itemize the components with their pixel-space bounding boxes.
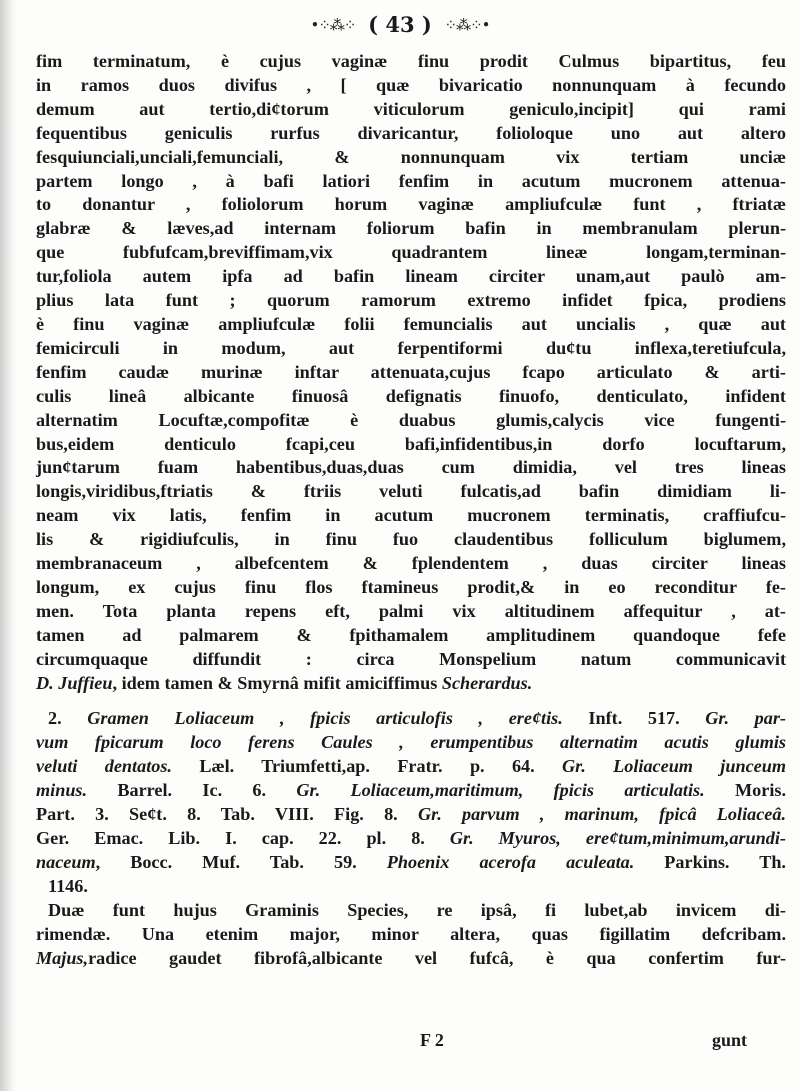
synonymy-line-2: vum fpicarum loco ferens Caules , erumpentibus alternatim acutis glumis <box>36 732 786 753</box>
author-name-2: Scherardus. <box>441 672 533 693</box>
left-ornament-icon: •⁘⁂⁘ <box>310 16 356 34</box>
text-line: alternatim Locuftæ,compofitæ è duabus glumis,calycis vice fungenti- <box>36 409 786 430</box>
paragraph-3 <box>36 899 786 947</box>
text-line: men. Tota planta repens eft, palmi vix altitudinem affequitur , at- <box>36 600 786 621</box>
text-line: longum, ex cujus finu flos ftamineus prodit,& in eo reconditur fe- <box>36 576 786 597</box>
author-name: D. Juffieu <box>36 672 113 693</box>
page-footer <box>0 1030 800 1054</box>
text-line: que fubfufcam,breviffimam,vix quadrantem lineæ longam,terminan- <box>36 242 786 263</box>
paragraph-2-synonymy <box>36 707 786 898</box>
synonymy-line-8: 1146. <box>48 875 88 896</box>
species-number: 2. <box>48 708 62 729</box>
text-line: glabræ & læves,ad internam foliorum bafin in membranulam plerun- <box>36 218 786 239</box>
text-line: tur,foliola autem ipfa ad bafin lineam circiter unam,aut paulò am- <box>36 266 786 287</box>
text-line: to donantur , foliolorum horum vaginæ ampliufculæ funt , ftriatæ <box>36 194 786 215</box>
text-line: in ramos duos divifus , [ quæ bivaricatio nonnunquam à fecundo <box>36 74 786 95</box>
text-line: jun¢tarum fuam habentibus,duas,duas cum dimidia, vel tres lineas <box>36 457 786 478</box>
right-ornament-icon: ⁘⁂⁘• <box>444 16 490 34</box>
catchword: gunt <box>712 1030 748 1050</box>
text-line: rimendæ. Una etenim major, minor altera, quas figillatim defcribam. <box>36 923 786 944</box>
text-line: tamen ad palmarem & fpithamalem amplitudinem quandoque fefe <box>36 624 786 645</box>
synonymy-line-4: minus. Barrel. Ic. 6. Gr. Loliaceum,maritimum, fpicis articulatis. Moris. <box>36 780 787 801</box>
running-header <box>0 10 800 40</box>
text-line: fequentibus geniculis rurfus divaricantur, folioloque uno aut altero <box>36 122 786 143</box>
text-line: neam vix latis, fenfim in acutum mucronem terminatis, craffiufcu- <box>36 505 786 526</box>
paragraph-1-last-line: D. Juffieu, idem tamen & Smyrnâ mifit amiciffimus Scherardus. <box>36 672 533 693</box>
text-line: partem longo , à bafi latiori fenfim in acutum mucronem attenua- <box>36 170 786 191</box>
text-line: plius lata funt ; quorum ramorum extremo infidet fpica, prodiens <box>36 290 786 311</box>
text-line: fesquiunciali,unciali,femunciali, & nonnunquam vix tertiam unciæ <box>36 146 786 167</box>
synonymy-line-5: Part. 3. Se¢t. 8. Tab. VIII. Fig. 8. Gr. parvum , marinum, fpicâ Loliaceâ. <box>36 804 786 825</box>
body-text <box>36 50 786 970</box>
synonymy-line-7: naceum, Bocc. Muf. Tab. 59. Phoenix acerofa aculeata. Parkins. Th. <box>36 851 786 872</box>
text-line: demum aut tertio,di¢torum viticulorum geniculo,incipit] qui rami <box>36 98 786 119</box>
text-line: membranaceum , albefcentem & fplendentem , duas circiter lineas <box>36 553 786 574</box>
text-line: fenfim caudæ murinæ inftar attenuata,cujus fcapo articulato & arti- <box>36 361 786 382</box>
text-line: è finu vaginæ ampliufculæ folii femuncialis aut uncialis , quæ aut <box>36 313 786 334</box>
page-number: ( 43 ) <box>368 12 432 37</box>
paragraph-1 <box>36 50 786 672</box>
text-line: fim terminatum, è cujus vaginæ finu prodit Culmus bipartitus, feu <box>36 51 786 71</box>
text-line: longis,viridibus,ftriatis & ftriis veluti fulcatis,ad bafin dimidiam li- <box>36 481 786 502</box>
synonymy-line-6: Ger. Emac. Lib. I. cap. 22. pl. 8. Gr. Myuros, ere¢tum,minimum,arundi- <box>36 828 786 848</box>
text-line: Duæ funt hujus Graminis Species, re ipsâ, fi lubet,ab invicem di- <box>48 899 786 920</box>
text-line: lis & rigidiufculis, in finu fuo claudentibus folliculum biglumem, <box>36 529 786 550</box>
paragraph-3-last-line: Majus,radice gaudet fibrofâ,albicante vel fufcâ, è qua confertim fur- <box>36 947 786 968</box>
page-gutter-shadow <box>0 0 16 1091</box>
synonymy-line-3: veluti dentatos. Læl. Triumfetti,ap. Fratr. p. 64. Gr. Loliaceum junceum <box>36 756 786 777</box>
text-line: circumquaque diffundit : circa Monspelium natum communicavit <box>36 648 786 669</box>
synonymy-line-1: 2. Gramen Loliaceum , fpicis articulofis , ere¢tis. Inft. 517. Gr. par- <box>48 708 786 729</box>
species-major-name: Majus, <box>36 947 89 968</box>
text-line: culis lineâ albicante finuosâ defignatis finuofo, denticulato, infident <box>36 385 786 406</box>
text-line: bus,eidem denticulo fcapi,ceu bafi,infidentibus,in dorfo locuftarum, <box>36 433 786 454</box>
text-line: femicirculi in modum, aut ferpentiformi du¢tu inflexa,teretiufcula, <box>36 337 786 358</box>
signature-mark: F 2 <box>420 1030 444 1050</box>
species-title: Gramen Loliaceum , fpicis articulofis , ere¢tis. <box>87 708 563 729</box>
